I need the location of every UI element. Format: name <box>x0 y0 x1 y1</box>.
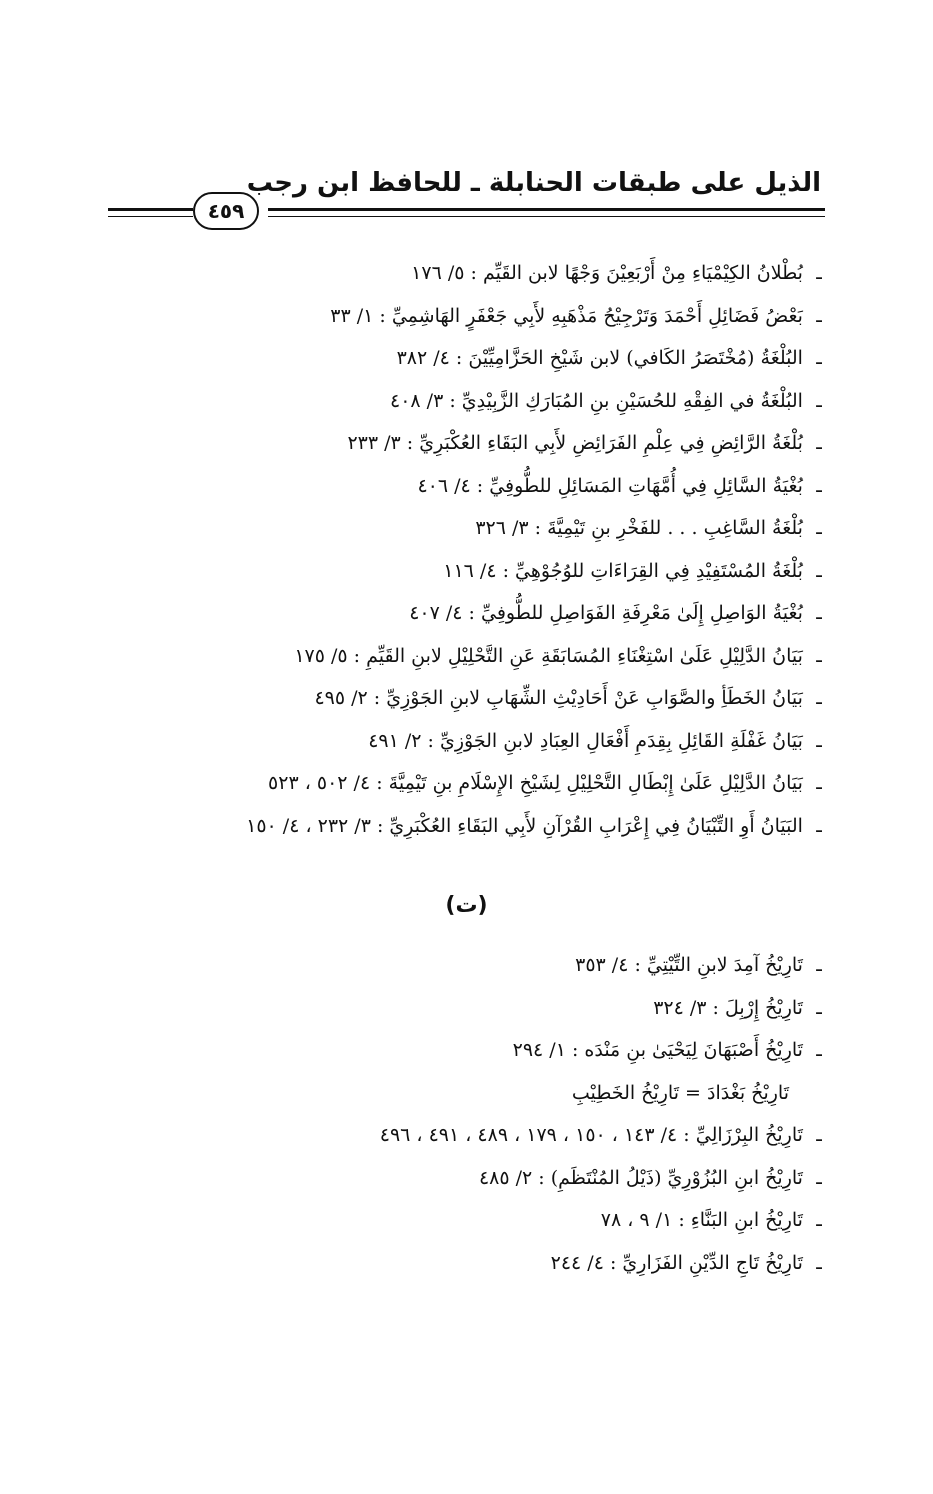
entry-text: تَارِيْخُ أَصْبَهَانَ لِيَحْيَىٰ بنِ مَنْدَه : ١/ ٢٩٤ <box>512 1039 803 1061</box>
index-entry <box>109 1242 829 1285</box>
entry-dash: ـ <box>816 1251 822 1274</box>
entry-text: تَارِيْخُ بَغْدَادَ = تَارِيْخُ الخَطِيْبِ <box>571 1081 789 1104</box>
entry-text: بُغْيَةُ الوَاصِلِ إِلَىٰ مَعْرِفَةِ الفَوَاصِلِ للطُّوفِيِّ : ٤/ ٤٠٧ <box>409 602 803 624</box>
entry-dash: ـ <box>816 432 822 454</box>
index-entry <box>109 295 829 338</box>
index-entry <box>109 1029 829 1072</box>
entry-text: البَيَانُ أَوِ التِّبْيَانُ فِي إِعْرَابِ القُرْآنِ لأَبِي البَقَاءِ العُكْبَرِيِّ : ٣/ ٢٣٢ ، ٤/ ١٥٠ <box>246 814 803 837</box>
entry-dash: ـ <box>816 559 822 582</box>
entry-dash: ـ <box>816 517 822 539</box>
header-rule-right <box>268 208 825 217</box>
entry-dash: ـ <box>816 772 822 794</box>
entry-dash: ـ <box>816 347 822 369</box>
index-entry <box>109 944 829 987</box>
entry-text: تَارِيْخُ إِرْبِلَ : ٣/ ٣٢٤ <box>653 996 803 1019</box>
entry-text: بُلْغَةُ المُسْتَفِيْدِ فِي القِرَاءَاتِ للوُجُوْهِيِّ : ٤/ ١١٦ <box>443 559 803 582</box>
header-rule-left <box>108 208 193 217</box>
index-entry <box>109 720 829 763</box>
entry-dash: ـ <box>816 1166 822 1189</box>
entry-text: تَارِيْخُ ابنِ البَنَّاءِ : ١/ ٩ ، ٧٨ <box>600 1209 803 1231</box>
index-entries-ta <box>109 944 829 1284</box>
entry-dash: ـ <box>816 729 822 752</box>
entry-text: بُلْغَةُ الرَّائِضِ فِي عِلْمِ الفَرَائِضِ لأَبِي البَقَاءِ العُكْبَرِيِّ : ٣/ ٢٣٣ <box>347 432 803 454</box>
entry-text: البُلْغَةُ في الفِقْهِ للحُسَيْنِ بنِ المُبَارَكِ الزَّبِيْدِيِّ : ٣/ ٤٠٨ <box>390 389 803 412</box>
entry-dash: ـ <box>816 644 822 667</box>
entry-text: بَيَانُ غَفْلَةِ القَائِلِ بِقِدَمِ أَفْعَالِ العِبَادِ لابنِ الجَوْزِيِّ : ٢/ ٤٩١ <box>368 729 803 752</box>
entry-text: بَيَانُ الدَّلِيْلِ عَلَىٰ اسْتِغْنَاءِ المُسَابَقَةِ عَنِ التَّحْلِيْلِ لابنِ القَيِّمِ : ٥/ ١٧٥ <box>294 644 803 667</box>
index-entry <box>109 337 829 380</box>
index-entry <box>109 380 829 423</box>
index-entry <box>109 252 829 295</box>
index-entry <box>109 422 829 465</box>
entry-dash: ـ <box>816 304 822 327</box>
entry-text: بَيَانُ الخَطَأِ والصَّوَابِ عَنْ أَحَادِيْثِ الشِّهَابِ لابنِ الجَوْزِيِّ : ٢/ ٤٩٥ <box>314 687 803 709</box>
entry-text: تَارِيْخُ البِرْزَالِيِّ : ٤/ ١٤٣ ، ١٥٠ ، ١٧٩ ، ٤٨٩ ، ٤٩١ ، ٤٩٦ <box>379 1124 803 1146</box>
entry-text: تَارِيْخُ تَاجِ الدِّيْنِ الفَزَارِيِّ : ٤/ ٢٤٤ <box>550 1251 803 1274</box>
index-entry <box>109 635 829 678</box>
entry-dash: ـ <box>816 996 822 1019</box>
index-entry <box>109 1114 829 1157</box>
entry-dash: ـ <box>816 1209 822 1231</box>
index-entry <box>109 592 829 635</box>
running-title: الذيل على طبقات الحنابلة ـ للحافظ ابن رجب <box>246 168 821 198</box>
cross-reference-entry <box>109 1072 829 1115</box>
entry-dash: ـ <box>816 474 822 497</box>
entry-dash: ـ <box>816 1124 822 1146</box>
index-entry <box>109 987 829 1030</box>
entry-text: تَارِيْخُ آمِدَ لابنِ التِّيْتِيِّ : ٤/ ٣٥٣ <box>575 954 803 976</box>
entry-text: تَارِيْخُ ابنِ البُزُوْرِيِّ (ذَيْلُ المُنْتَظَمِ) : ٢/ ٤٨٥ <box>478 1166 803 1189</box>
page-number: ٤٥٩ <box>193 192 259 230</box>
entry-dash: ـ <box>816 602 822 624</box>
entry-dash: ـ <box>816 389 822 412</box>
index-entry <box>109 1157 829 1200</box>
entry-text: بَيَانُ الدَّلِيْلِ عَلَىٰ إِبْطَالِ التَّحْلِيْلِ لِشَيْخِ الإِسْلَامِ بنِ تَيْمِيَّةَ : ٤/ ٥٠٢ ، ٥٢٣ <box>268 772 803 794</box>
entry-text: بُطْلانُ الكِيْمْيَاءِ مِنْ أَرْبَعِيْنَ وَجْهًا لابن القَيِّم : ٥/ ١٧٦ <box>411 262 803 284</box>
section-heading-ta: (ت) <box>445 893 488 918</box>
index-entry <box>109 677 829 720</box>
index-entry <box>109 805 829 848</box>
entry-dash: ـ <box>816 1039 822 1061</box>
entry-dash: ـ <box>816 814 822 837</box>
index-entry <box>109 1199 829 1242</box>
entry-text: البُلْغَةُ (مُخْتَصَرُ الكَافي) لابن شَيْخِ الحَزَّامِيِّيْنَ : ٤/ ٣٨٢ <box>396 347 803 369</box>
entry-text: بَعْضُ فَضَائِلِ أَحْمَدَ وَتَرْجِيْحُ مَذْهَبِهِ لأَبِي جَعْفَرٍ الهَاشِمِيِّ : ١/ ٣٣ <box>330 304 803 327</box>
entry-dash: ـ <box>816 954 822 976</box>
entry-dash: ـ <box>816 262 822 284</box>
entry-text: بُلْغَةُ السَّاغِبِ . . . للفَخْرِ بنِ تَيْمِيَّةَ : ٣/ ٣٢٦ <box>475 517 803 539</box>
entry-dash: ـ <box>816 687 822 709</box>
index-entry <box>109 550 829 593</box>
entry-text: بُغْيَةُ السَّائِلِ فِي أُمَّهَاتِ المَسَائِلِ للطُّوفِيِّ : ٤/ ٤٠٦ <box>417 474 803 497</box>
index-entry <box>109 507 829 550</box>
index-entry <box>109 762 829 805</box>
index-entries-ba <box>109 252 829 847</box>
index-entry <box>109 465 829 508</box>
